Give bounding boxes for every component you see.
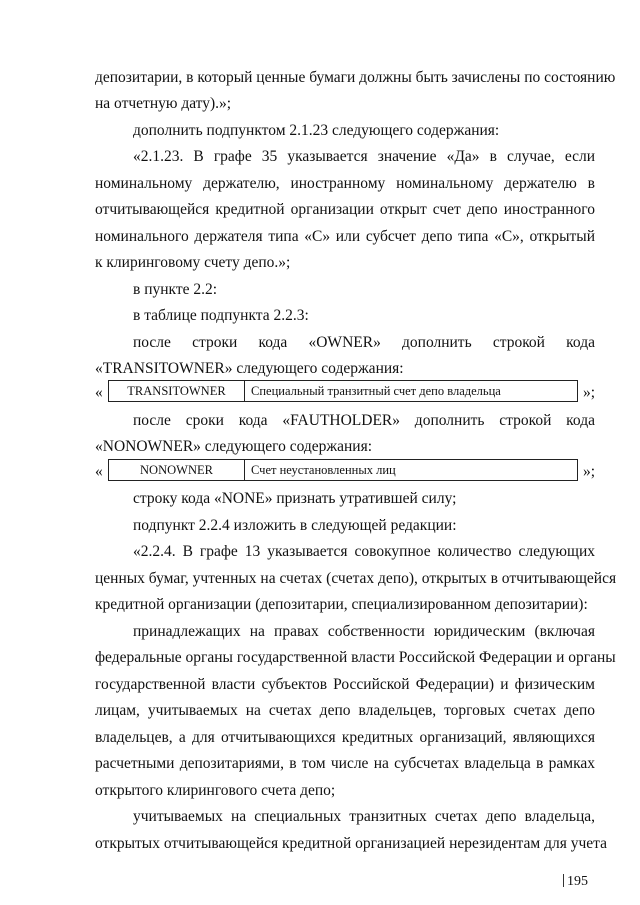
code-table: [108, 459, 578, 481]
table-row-nonowner: [95, 459, 595, 483]
text-line: кредитной организации (депозитарии, специализированном депозитарии):: [95, 596, 588, 613]
text-line: депозитарии, в который ценные бумаги должны быть зачислены по состоянию: [95, 69, 616, 86]
text-line: строку кода «NONE» признать утратившей силу;: [133, 490, 457, 507]
text-line: в таблице подпункта 2.2.3:: [133, 307, 309, 324]
code-cell: TRANSITOWNER: [109, 381, 245, 401]
text-line: на отчетную дату).»;: [95, 95, 232, 112]
close-quote: »;: [582, 384, 595, 401]
text-line: номинальному держателю, иностранному номинальному держателю в: [95, 175, 595, 192]
text-line: номинального держателя типа «С» или субсчет депо типа «С», открытый: [95, 228, 595, 245]
open-quote: «: [95, 463, 103, 480]
description-cell: Специальный транзитный счет депо владельца: [251, 384, 501, 398]
text-line: «TRANSITOWNER» следующего содержания:: [95, 360, 404, 377]
text-line: владельцев, а для отчитывающихся кредитных организаций, являющихся: [95, 729, 595, 746]
text-line: лицам, учитываемых на счетах депо владельцев, торговых счетах депо: [95, 702, 595, 719]
code-table: [108, 380, 578, 402]
text-line: открытого клирингового счета депо;: [95, 782, 336, 799]
text-line: принадлежащих на правах собственности юридическим (включая: [133, 623, 595, 640]
page-mark: [563, 874, 564, 887]
text-line: к клиринговому счету депо.»;: [95, 254, 291, 271]
text-line: открытых отчитывающейся кредитной организацией нерезидентам для учета: [95, 835, 607, 852]
page-number: [563, 874, 588, 890]
open-quote: «: [95, 384, 103, 401]
description-cell: Счет неустановленных лиц: [251, 463, 396, 477]
text-line: «2.1.23. В графе 35 указывается значение «Да» в случае, если: [133, 148, 595, 165]
text-line: государственной власти субъектов Российской Федерации) и физическим: [95, 676, 595, 693]
text-line: ценных бумаг, учтенных на счетах (счетах депо), открытых в отчитывающейся: [95, 570, 617, 587]
text-line: «2.2.4. В графе 13 указывается совокупное количество следующих: [133, 543, 595, 560]
table-row-transitowner: [95, 380, 595, 404]
page-number-text: 195: [567, 874, 588, 889]
text-line: отчитывающейся кредитной организации открыт счет депо иностранного: [95, 201, 595, 218]
text-line: после сроки кода «FAUTHOLDER» дополнить строкой кода: [133, 412, 595, 429]
text-line: подпункт 2.2.4 изложить в следующей редакции:: [133, 517, 457, 534]
text-line: расчетными депозитариями, в том числе на субсчетах владельца в рамках: [95, 755, 595, 772]
text-line: «NONOWNER» следующего содержания:: [95, 438, 373, 455]
text-line: дополнить подпунктом 2.1.23 следующего содержания:: [133, 122, 500, 139]
text-line: федеральные органы государственной власти Российской Федерации и органы: [95, 649, 616, 666]
text-line: учитываемых на специальных транзитных счетах депо владельца,: [133, 808, 595, 825]
text-line: в пункте 2.2:: [133, 281, 218, 298]
code-cell: NONOWNER: [109, 460, 245, 480]
text-line: после строки кода «OWNER» дополнить строкой кода: [133, 334, 595, 351]
close-quote: »;: [582, 463, 595, 480]
